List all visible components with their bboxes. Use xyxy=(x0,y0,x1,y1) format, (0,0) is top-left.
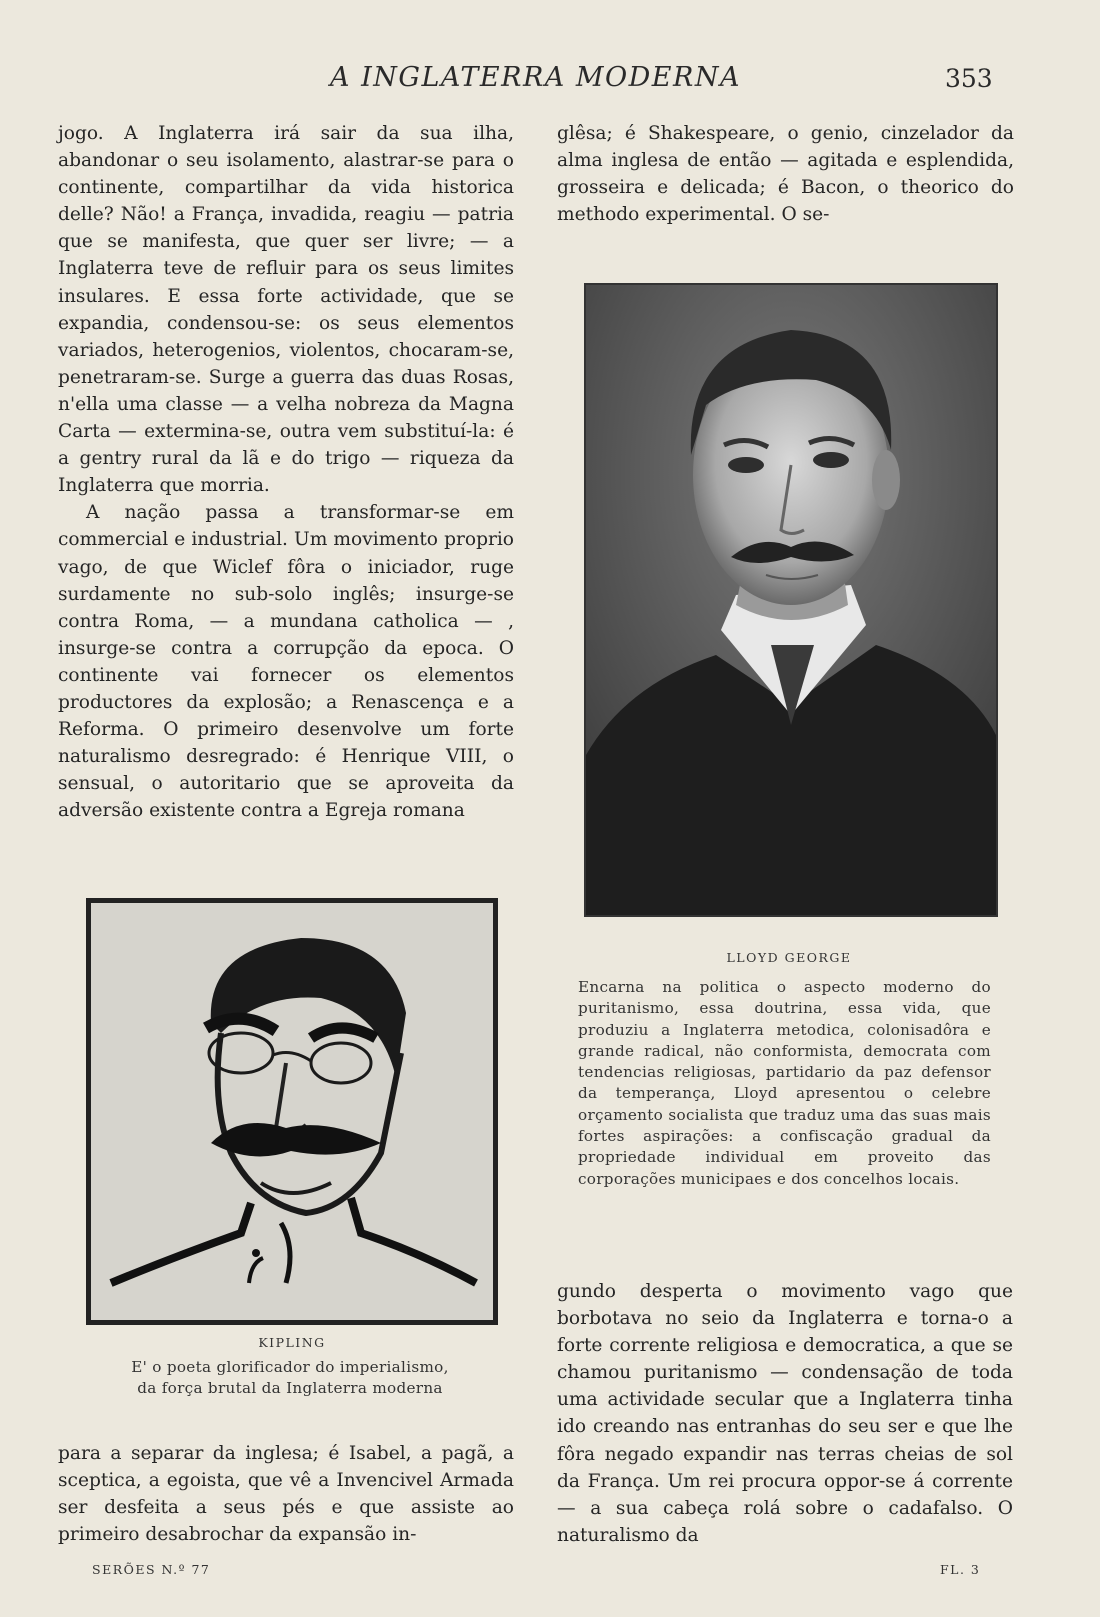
right-column-bottom-text xyxy=(557,1278,1013,1549)
paragraph: glêsa; é Shakespeare, o genio, cinzelador da alma inglesa de então — agitada e esplendida, grosseira e delicada; é Bacon, o theorico do methodo experimental. O se- xyxy=(557,123,1014,226)
paragraph: para a separar da inglesa; é Isabel, a pagã, a sceptica, a egoista, que vê a Invencivel Armada ser desfeita a seus pés e que assiste ao primeiro desabrochar da expansão in- xyxy=(58,1443,514,1546)
kipling-sketch-illustration xyxy=(91,903,493,1320)
lloyd-george-portrait xyxy=(584,283,998,917)
kipling-name: KIPLING xyxy=(258,1335,326,1350)
left-column-bottom-text xyxy=(58,1440,514,1548)
caption-text: Encarna na politica o aspecto moderno do puritanismo, essa doutrina, essa vida, que produziu a Inglaterra metodica, colonisadôra e grande radical, não conformista, democrata com tendencias religiosas, partidario da paz defensor da temperança, Lloyd apresentou o celebre orçamento socialista que traduz uma das suas mais fortes aspirações: a confiscação gradual da propriedade individual em proveito das corporações municipaes e dos concelhos locais. xyxy=(578,978,991,1188)
paragraph: gundo desperta o movimento vago que borbotava no seio da Inglaterra e torna-o a forte corrente religiosa e democratica, a que se chamou puritanismo — condensação de toda uma actividade secular que a Inglaterra tinha ido creando nas entranhas do seu ser e que lhe fôra negado expandir nas terras cheias de sol da França. Um rei procura oppor-se á corrente — a sua cabeça rolá sobre o cadafalso. O naturalismo da xyxy=(557,1281,1013,1546)
lloyd-george-caption xyxy=(578,977,991,1190)
portrait-illustration xyxy=(586,285,996,915)
paragraph: jogo. A Inglaterra irá sair da sua ilha, abandonar o seu isolamento, alastrar-se para o continente, compartilhar da vida historica delle? Não! a França, invadida, reagiu — patria que se manifesta, que quer ser livre; — a Inglaterra teve de refluir para os seus limites insulares. E essa forte actividade, que se expandia, condensou-se: os seus elementos variados, heterogenios, violentos, chocaram-se, penetraram-se. Surge a guerra das duas Rosas, n'ella uma classe — a velha nobreza da Magna Carta — extermina-se, outra vem substituí-la: é a gentry rural da lã e do trigo — riqueza da Inglaterra que morria. xyxy=(58,123,514,497)
caption-line: E' o poeta glorificador do imperialismo, xyxy=(131,1358,449,1376)
kipling-caption xyxy=(80,1357,500,1400)
caption-line: da força brutal da Inglaterra moderna xyxy=(137,1379,443,1398)
kipling-portrait xyxy=(86,898,498,1325)
running-title: A INGLATERRA MODERNA xyxy=(330,62,741,93)
lloyd-george-name: LLOYD GEORGE xyxy=(726,950,852,965)
footer-issue: SERÕES N.º 77 xyxy=(92,1562,211,1577)
paragraph: A nação passa a transformar-se em commercial e industrial. Um movimento proprio vago, de que Wiclef fôra o iniciador, ruge surdamente no sub-solo inglês; insurge-se contra Roma, — a mundana catholica — , insurge-se contra a corrupção da epoca. O continente vai fornecer os elementos productores da explosão; a Renascença e a Reforma. O primeiro desenvolve um forte naturalismo desregrado: é Henrique VIII, o sensual, o autoritario que se aproveita da adversão existente contra a Egreja romana xyxy=(58,502,514,822)
right-column-top-text xyxy=(557,120,1014,228)
left-column-text xyxy=(58,120,514,824)
footer-sheet: FL. 3 xyxy=(940,1562,981,1577)
page-number: 353 xyxy=(945,64,993,93)
